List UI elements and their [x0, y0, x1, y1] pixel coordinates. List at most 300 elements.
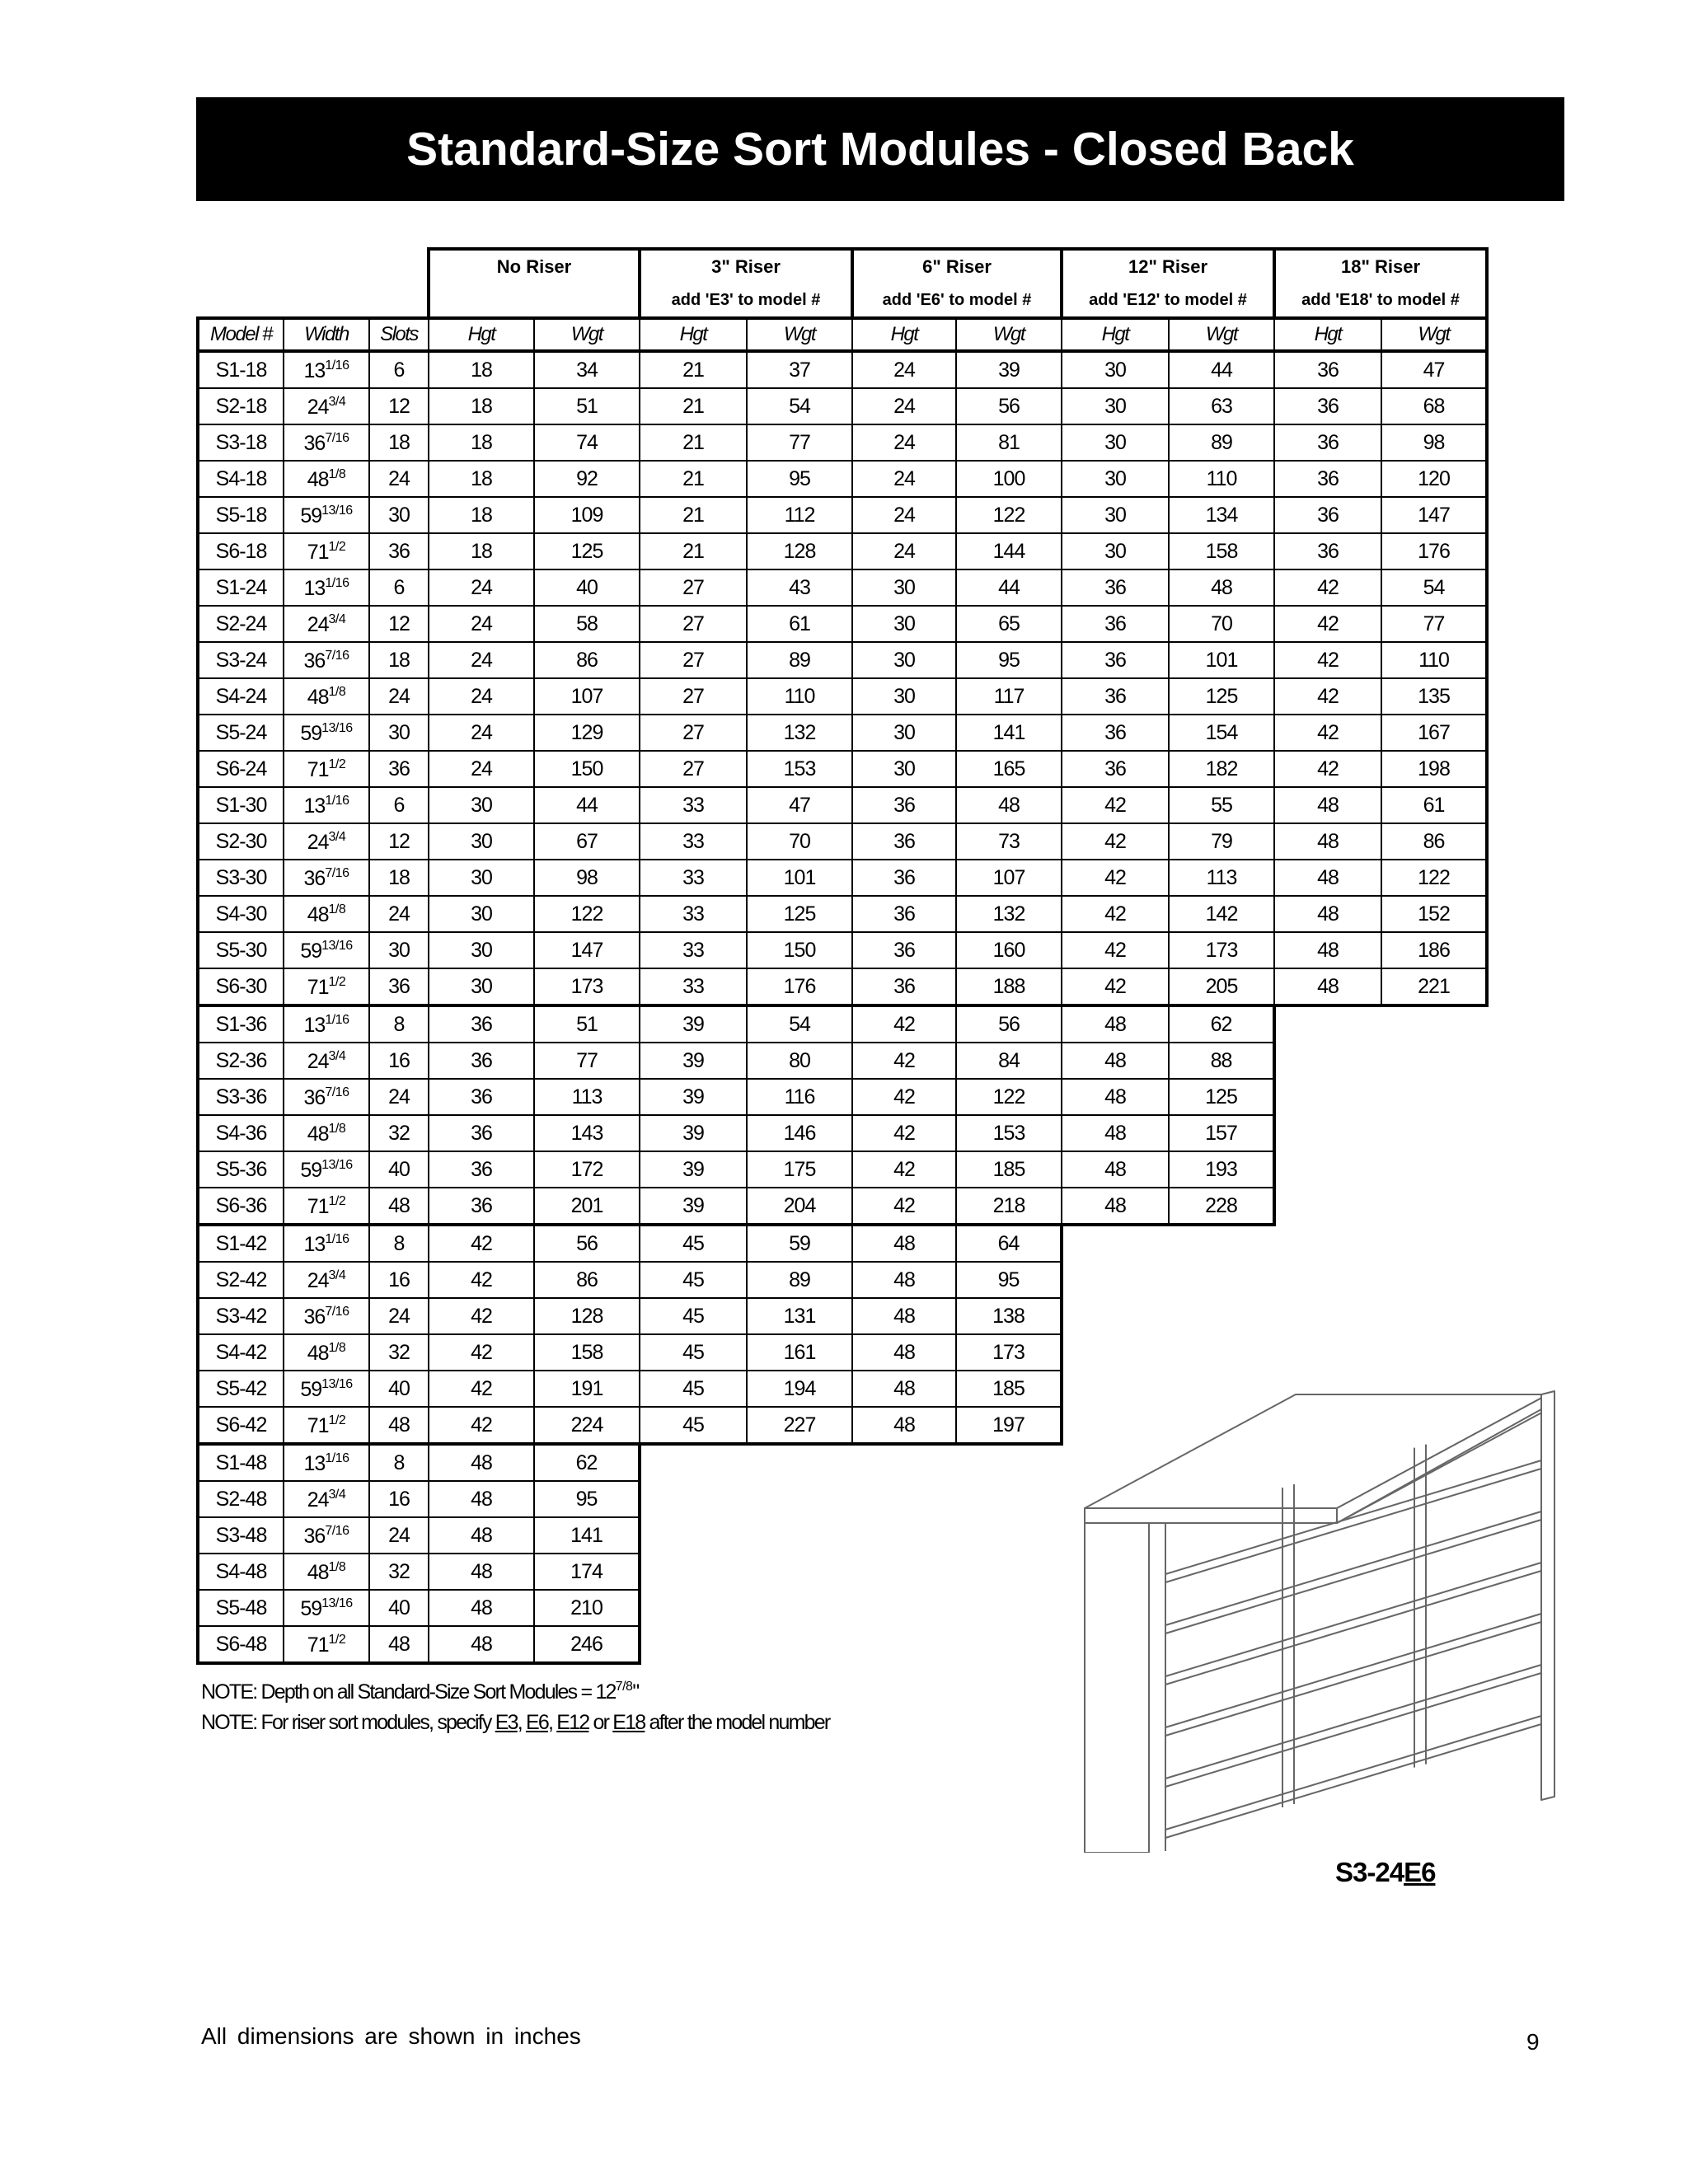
weight-cell: 125: [747, 896, 852, 932]
width-cell: [284, 1407, 369, 1444]
height-cell: 39: [640, 1079, 747, 1115]
height-cell: 48: [1062, 1151, 1169, 1188]
weight-cell: 56: [534, 1225, 640, 1262]
height-cell: 48: [852, 1225, 956, 1262]
model-cell: S6-24: [198, 751, 284, 787]
weight-cell: 176: [747, 968, 852, 1005]
width-cell: [284, 1517, 369, 1554]
slots-cell: 12: [369, 606, 429, 642]
weight-cell: 98: [1381, 424, 1487, 461]
width-fraction: 1/8: [328, 1121, 346, 1136]
height-cell: 48: [429, 1517, 534, 1554]
slots-cell: 8: [369, 1225, 429, 1262]
width-fraction: 3/4: [328, 612, 346, 626]
header-spacer: [198, 249, 429, 284]
width-fraction: 1/2: [328, 1193, 346, 1208]
weight-cell: 79: [1169, 823, 1274, 860]
width-fraction: 7/16: [325, 1085, 349, 1099]
weight-cell: 116: [747, 1079, 852, 1115]
table-row: [198, 715, 1487, 751]
height-cell: 36: [429, 1115, 534, 1151]
width-whole: 13: [303, 1451, 326, 1475]
height-cell: 36: [852, 860, 956, 896]
slots-cell: 16: [369, 1481, 429, 1517]
slots-cell: 18: [369, 424, 429, 461]
width-fraction: 1/8: [328, 684, 346, 699]
model-cell: S3-24: [198, 642, 284, 678]
weight-cell: 188: [956, 968, 1062, 1005]
height-cell: 42: [1274, 678, 1381, 715]
height-cell: 24: [852, 533, 956, 569]
weight-cell: 132: [956, 896, 1062, 932]
width-fraction: 13/16: [321, 1596, 353, 1610]
weight-cell: 175: [747, 1151, 852, 1188]
width-cell: [284, 968, 369, 1005]
model-cell: S1-48: [198, 1444, 284, 1481]
weight-cell: 112: [747, 497, 852, 533]
weight-cell: 182: [1169, 751, 1274, 787]
height-cell: 48: [429, 1626, 534, 1663]
slots-cell: 40: [369, 1151, 429, 1188]
model-cell: S2-24: [198, 606, 284, 642]
weight-cell: 81: [956, 424, 1062, 461]
height-cell: 42: [1274, 715, 1381, 751]
width-cell: [284, 1444, 369, 1481]
weight-cell: 205: [1169, 968, 1274, 1005]
width-cell: [284, 787, 369, 823]
height-cell: 36: [852, 932, 956, 968]
slots-cell: 8: [369, 1444, 429, 1481]
weight-cell: 59: [747, 1225, 852, 1262]
model-cell: S1-24: [198, 569, 284, 606]
height-cell: 36: [1062, 751, 1169, 787]
weight-cell: 129: [534, 715, 640, 751]
weight-cell: 210: [534, 1590, 640, 1626]
height-cell: 42: [1274, 569, 1381, 606]
width-cell: [284, 1151, 369, 1188]
weight-cell: 224: [534, 1407, 640, 1444]
model-cell: S6-30: [198, 968, 284, 1005]
height-cell: 48: [1062, 1043, 1169, 1079]
width-cell: [284, 424, 369, 461]
table-row: [198, 642, 1487, 678]
width-whole: 36: [303, 1085, 326, 1109]
height-cell: 24: [429, 715, 534, 751]
height-cell: 24: [429, 642, 534, 678]
width-whole: 48: [307, 1560, 329, 1584]
model-cell: S2-48: [198, 1481, 284, 1517]
width-fraction: 1/2: [328, 757, 346, 771]
width-fraction: 7/16: [325, 865, 349, 880]
slots-cell: 24: [369, 896, 429, 932]
height-cell: 36: [429, 1079, 534, 1115]
height-cell: 33: [640, 860, 747, 896]
slots-cell: 18: [369, 860, 429, 896]
height-cell: 36: [1062, 569, 1169, 606]
slots-cell: 16: [369, 1043, 429, 1079]
height-cell: 36: [1274, 351, 1381, 388]
width-fraction: 7/16: [325, 648, 349, 663]
width-whole: 59: [300, 939, 322, 963]
slots-cell: 6: [369, 351, 429, 388]
weight-cell: 68: [1381, 388, 1487, 424]
height-cell: 42: [1062, 932, 1169, 968]
weight-cell: 227: [747, 1407, 852, 1444]
page-number: 9: [1526, 2029, 1540, 2055]
weight-cell: 122: [534, 896, 640, 932]
column-header-hgt: Hgt: [1274, 318, 1381, 351]
column-header-slots: Slots: [369, 318, 429, 351]
height-cell: 48: [429, 1590, 534, 1626]
height-cell: 48: [1062, 1188, 1169, 1225]
width-whole: 36: [303, 866, 326, 890]
weight-cell: 62: [534, 1444, 640, 1481]
height-cell: 24: [852, 388, 956, 424]
width-whole: 48: [307, 467, 329, 491]
width-cell: [284, 860, 369, 896]
weight-cell: 44: [956, 569, 1062, 606]
model-cell: S4-36: [198, 1115, 284, 1151]
model-cell: S2-18: [198, 388, 284, 424]
column-header-hgt: Hgt: [640, 318, 747, 351]
table-row: [198, 351, 1487, 388]
height-cell: 36: [1274, 497, 1381, 533]
weight-cell: 173: [534, 968, 640, 1005]
height-cell: 21: [640, 533, 747, 569]
height-cell: 21: [640, 461, 747, 497]
height-cell: 30: [429, 860, 534, 896]
column-header-hgt: Hgt: [429, 318, 534, 351]
weight-cell: 56: [956, 1005, 1062, 1043]
weight-cell: 63: [1169, 388, 1274, 424]
width-whole: 24: [307, 395, 329, 419]
height-cell: 18: [429, 533, 534, 569]
model-cell: S1-42: [198, 1225, 284, 1262]
weight-cell: 110: [1381, 642, 1487, 678]
height-cell: 48: [1274, 932, 1381, 968]
height-cell: 30: [1062, 424, 1169, 461]
weight-cell: 194: [747, 1371, 852, 1407]
table-row: [198, 424, 1487, 461]
table-row: [198, 896, 1487, 932]
table-row: [198, 860, 1487, 896]
weight-cell: 54: [747, 1005, 852, 1043]
model-cell: S5-42: [198, 1371, 284, 1407]
width-cell: [284, 715, 369, 751]
width-fraction: 13/16: [321, 1376, 353, 1391]
weight-cell: 186: [1381, 932, 1487, 968]
table-row: [198, 751, 1487, 787]
width-fraction: 1/16: [325, 358, 349, 373]
weight-cell: 58: [534, 606, 640, 642]
width-fraction: 3/4: [328, 394, 346, 409]
weight-cell: 70: [1169, 606, 1274, 642]
height-cell: 45: [640, 1262, 747, 1298]
riser-subheader: add 'E6' to model #: [852, 284, 1062, 318]
model-cell: S2-36: [198, 1043, 284, 1079]
model-cell: S5-24: [198, 715, 284, 751]
width-cell: [284, 351, 369, 388]
width-whole: 24: [307, 1268, 329, 1292]
weight-cell: 74: [534, 424, 640, 461]
width-cell: [284, 497, 369, 533]
weight-cell: 84: [956, 1043, 1062, 1079]
height-cell: 27: [640, 606, 747, 642]
weight-cell: 34: [534, 351, 640, 388]
height-cell: 33: [640, 787, 747, 823]
height-cell: 18: [429, 351, 534, 388]
weight-cell: 44: [1169, 351, 1274, 388]
width-fraction: 13/16: [321, 1157, 353, 1172]
weight-cell: 193: [1169, 1151, 1274, 1188]
height-cell: 42: [852, 1115, 956, 1151]
width-cell: [284, 1298, 369, 1334]
slots-cell: 8: [369, 1005, 429, 1043]
width-whole: 36: [303, 1524, 326, 1548]
weight-cell: 61: [747, 606, 852, 642]
weight-cell: 138: [956, 1298, 1062, 1334]
height-cell: 36: [1062, 606, 1169, 642]
width-whole: 59: [300, 504, 322, 527]
slots-cell: 48: [369, 1407, 429, 1444]
width-cell: [284, 1262, 369, 1298]
height-cell: 36: [1274, 533, 1381, 569]
weight-cell: 132: [747, 715, 852, 751]
table-row: [198, 1262, 1487, 1298]
height-cell: 48: [852, 1262, 956, 1298]
riser-subheader: add 'E3' to model #: [640, 284, 852, 318]
slots-cell: 36: [369, 968, 429, 1005]
height-cell: 42: [429, 1371, 534, 1407]
table-row: [198, 1188, 1487, 1225]
height-cell: 42: [852, 1005, 956, 1043]
width-cell: [284, 642, 369, 678]
slots-cell: 6: [369, 569, 429, 606]
weight-cell: 135: [1381, 678, 1487, 715]
width-fraction: 1/8: [328, 466, 346, 481]
height-cell: 42: [1062, 896, 1169, 932]
weight-cell: 37: [747, 351, 852, 388]
height-cell: 39: [640, 1005, 747, 1043]
riser-header: 3" Riser: [640, 249, 852, 284]
weight-cell: 77: [534, 1043, 640, 1079]
width-cell: [284, 1626, 369, 1663]
height-cell: 36: [1274, 461, 1381, 497]
weight-cell: 146: [747, 1115, 852, 1151]
model-cell: S4-42: [198, 1334, 284, 1371]
height-cell: 33: [640, 896, 747, 932]
model-cell: S4-48: [198, 1554, 284, 1590]
weight-cell: 134: [1169, 497, 1274, 533]
height-cell: 42: [429, 1334, 534, 1371]
slots-cell: 32: [369, 1554, 429, 1590]
weight-cell: 167: [1381, 715, 1487, 751]
width-fraction: 1/16: [325, 575, 349, 590]
width-cell: [284, 1005, 369, 1043]
weight-cell: 88: [1169, 1043, 1274, 1079]
weight-cell: 89: [747, 1262, 852, 1298]
model-cell: S3-36: [198, 1079, 284, 1115]
weight-cell: 191: [534, 1371, 640, 1407]
page-title: Standard-Size Sort Modules - Closed Back: [196, 97, 1564, 201]
width-fraction: 1/16: [325, 1012, 349, 1027]
weight-cell: 110: [1169, 461, 1274, 497]
width-fraction: 13/16: [321, 720, 353, 735]
table-row: [198, 1005, 1487, 1043]
height-cell: 42: [429, 1298, 534, 1334]
width-whole: 13: [303, 359, 326, 382]
height-cell: 45: [640, 1298, 747, 1334]
model-cell: S3-30: [198, 860, 284, 896]
weight-cell: 120: [1381, 461, 1487, 497]
height-cell: 21: [640, 351, 747, 388]
weight-cell: 122: [1381, 860, 1487, 896]
height-cell: 42: [1274, 606, 1381, 642]
width-fraction: 13/16: [321, 503, 353, 518]
width-fraction: 1/16: [325, 1451, 349, 1465]
slots-cell: 30: [369, 932, 429, 968]
weight-cell: 128: [747, 533, 852, 569]
model-cell: S3-18: [198, 424, 284, 461]
riser-header: 12" Riser: [1062, 249, 1274, 284]
width-cell: [284, 1590, 369, 1626]
height-cell: 36: [429, 1005, 534, 1043]
slots-cell: 24: [369, 461, 429, 497]
width-whole: 71: [307, 1194, 329, 1218]
width-fraction: 1/2: [328, 1632, 346, 1647]
weight-cell: 161: [747, 1334, 852, 1371]
height-cell: 48: [1274, 896, 1381, 932]
height-cell: 42: [852, 1188, 956, 1225]
weight-cell: 246: [534, 1626, 640, 1663]
height-cell: 36: [1274, 424, 1381, 461]
height-cell: 30: [429, 968, 534, 1005]
weight-cell: 48: [1169, 569, 1274, 606]
weight-cell: 54: [1381, 569, 1487, 606]
height-cell: 30: [1062, 461, 1169, 497]
width-fraction: 1/2: [328, 539, 346, 554]
height-cell: 30: [852, 678, 956, 715]
riser-subheader: add 'E12' to model #: [1062, 284, 1274, 318]
height-cell: 36: [1062, 715, 1169, 751]
weight-cell: 221: [1381, 968, 1487, 1005]
model-cell: S1-18: [198, 351, 284, 388]
weight-cell: 157: [1169, 1115, 1274, 1151]
height-cell: 36: [1062, 642, 1169, 678]
weight-cell: 47: [747, 787, 852, 823]
width-fraction: 3/4: [328, 829, 346, 844]
weight-cell: 39: [956, 351, 1062, 388]
drawing-caption: S3-24E6: [1335, 1857, 1436, 1887]
model-cell: S3-42: [198, 1298, 284, 1334]
slots-cell: 40: [369, 1371, 429, 1407]
table-row: [198, 968, 1487, 1005]
weight-cell: 86: [534, 1262, 640, 1298]
weight-cell: 152: [1381, 896, 1487, 932]
weight-cell: 77: [1381, 606, 1487, 642]
weight-cell: 185: [956, 1151, 1062, 1188]
height-cell: 30: [1062, 351, 1169, 388]
width-whole: 59: [300, 1596, 322, 1620]
height-cell: 24: [852, 497, 956, 533]
width-whole: 71: [307, 975, 329, 999]
weight-cell: 95: [956, 1262, 1062, 1298]
height-cell: 45: [640, 1407, 747, 1444]
model-cell: S5-18: [198, 497, 284, 533]
model-cell: S6-36: [198, 1188, 284, 1225]
weight-cell: 100: [956, 461, 1062, 497]
width-cell: [284, 1481, 369, 1517]
width-fraction: 1/16: [325, 793, 349, 808]
weight-cell: 141: [534, 1517, 640, 1554]
height-cell: 18: [429, 388, 534, 424]
shelf-line: [1165, 1571, 1541, 1685]
shelf-line: [1165, 1520, 1541, 1633]
height-cell: 42: [852, 1079, 956, 1115]
model-cell: S4-30: [198, 896, 284, 932]
weight-cell: 174: [534, 1554, 640, 1590]
column-header-width: Width: [284, 318, 369, 351]
height-cell: 27: [640, 715, 747, 751]
weight-cell: 113: [1169, 860, 1274, 896]
width-fraction: 1/16: [325, 1231, 349, 1246]
height-cell: 48: [429, 1481, 534, 1517]
slots-cell: 16: [369, 1262, 429, 1298]
weight-cell: 173: [1169, 932, 1274, 968]
height-cell: 30: [852, 569, 956, 606]
weight-cell: 101: [1169, 642, 1274, 678]
slots-cell: 32: [369, 1115, 429, 1151]
weight-cell: 158: [1169, 533, 1274, 569]
weight-cell: 117: [956, 678, 1062, 715]
width-cell: [284, 461, 369, 497]
height-cell: 48: [852, 1371, 956, 1407]
width-whole: 59: [300, 1158, 322, 1182]
width-fraction: 7/16: [325, 1304, 349, 1319]
height-cell: 48: [852, 1334, 956, 1371]
shelf-line: [1165, 1563, 1541, 1676]
width-fraction: 1/2: [328, 974, 346, 989]
weight-cell: 73: [956, 823, 1062, 860]
height-cell: 45: [640, 1225, 747, 1262]
width-fraction: 3/4: [328, 1487, 346, 1502]
table-row: [198, 932, 1487, 968]
weight-cell: 147: [1381, 497, 1487, 533]
width-fraction: 1/8: [328, 1340, 346, 1355]
model-cell: S4-24: [198, 678, 284, 715]
height-cell: 36: [852, 896, 956, 932]
table-row: [198, 1151, 1487, 1188]
shelf-line: [1165, 1665, 1541, 1779]
height-cell: 21: [640, 497, 747, 533]
height-cell: 48: [1062, 1115, 1169, 1151]
height-cell: 36: [852, 968, 956, 1005]
height-cell: 48: [1274, 860, 1381, 896]
height-cell: 42: [1062, 860, 1169, 896]
height-cell: 36: [852, 823, 956, 860]
height-cell: 42: [429, 1225, 534, 1262]
riser-header: 18" Riser: [1274, 249, 1487, 284]
column-header-wgt: Wgt: [1381, 318, 1487, 351]
height-cell: 27: [640, 569, 747, 606]
width-cell: [284, 1371, 369, 1407]
model-cell: S5-36: [198, 1151, 284, 1188]
slots-cell: 6: [369, 787, 429, 823]
height-cell: 42: [852, 1151, 956, 1188]
width-whole: 13: [303, 794, 326, 818]
height-cell: 24: [852, 461, 956, 497]
width-whole: 36: [303, 1305, 326, 1329]
